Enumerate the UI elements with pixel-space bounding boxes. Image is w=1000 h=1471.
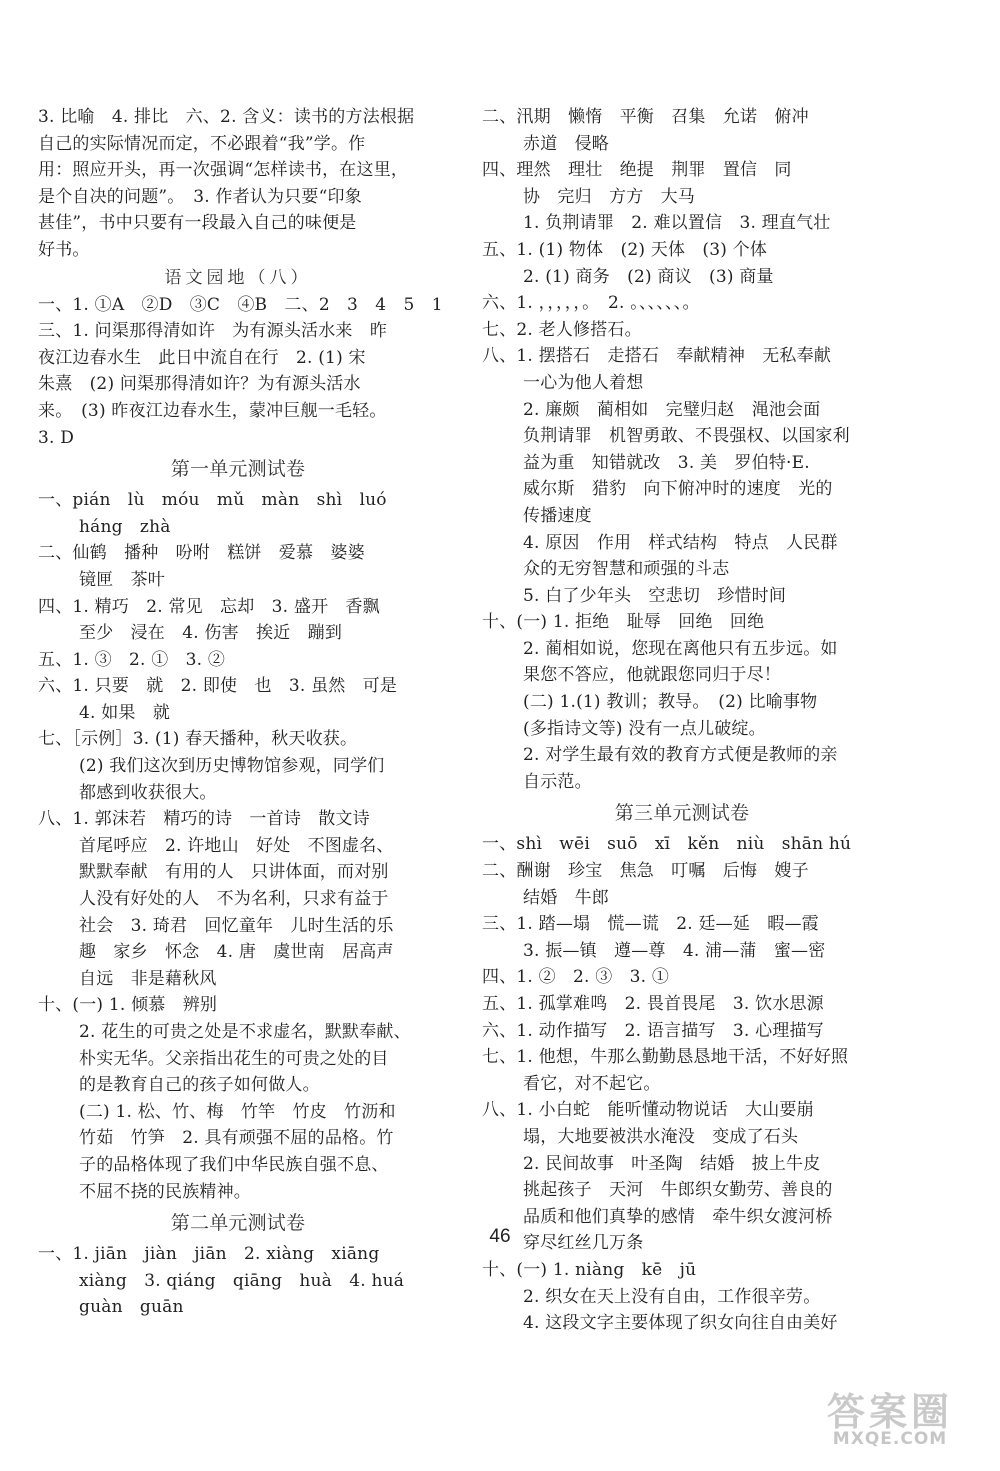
answer-line: 结婚 牛郎 [523, 887, 609, 908]
answer-line: 2. 廉颇 蔺相如 完璧归赵 渑池会面 [523, 399, 821, 420]
answer-line: 子的品格体现了我们中华民族自强不息、 [79, 1154, 389, 1175]
answer-line: 自示范。 [523, 771, 592, 792]
answer-line: 一、1. jiān jiàn jiān 2. xiàng xiāng [38, 1244, 380, 1265]
answer-line: 3. D [38, 427, 75, 448]
answer-line: 八、1. 摆搭石 走搭石 奉献精神 无私奉献 [482, 346, 832, 367]
answer-line: 自己的实际情况而定，不必跟着“我”学。作 [38, 133, 366, 154]
answer-line: 竹茹 竹笋 2. 具有顽强不屈的品格。竹 [79, 1128, 394, 1149]
answer-line: 塌，大地要被洪水淹没 变成了石头 [523, 1126, 799, 1147]
answer-line: 3. 比喻 4. 排比 六、2. 含义：读书的方法根据 [38, 107, 415, 127]
answer-line: 来。 (3) 昨夜江边春水生，蒙冲巨舰一毛轻。 [38, 400, 387, 421]
answer-line: 七、2. 老人修搭石。 [482, 319, 642, 340]
answer-line: 甚佳”，书中只要有一段最入自己的味便是 [38, 213, 357, 234]
answer-line: 协 完归 方方 大马 [523, 186, 695, 207]
answer-line: 夜江边春水生 此日中流自在行 2. (1) 宋 [38, 347, 366, 368]
answer-line: 七、［示例］3. (1) 春天播种，秋天收获。 [38, 729, 358, 750]
answer-line: 1. 负荆请罪 2. 难以置信 3. 理直气壮 [523, 213, 831, 234]
answer-line: 都感到收获很大。 [79, 782, 217, 803]
answer-line: 2. 蔺相如说，您现在离他只有五步远。如 [523, 638, 838, 659]
answer-line: 品质和他们真挚的感情 牵牛织女渡河桥 [523, 1206, 833, 1227]
watermark [800, 1381, 980, 1453]
answer-line: 传播速度 [523, 505, 592, 526]
answer-line: 六、1. ，，，，，。 2. 。、、、、、。 [482, 293, 700, 314]
answer-line: 2. 对学生最有效的教育方式便是教师的亲 [523, 745, 838, 766]
answer-line: 首尾呼应 2. 许地山 好处 不图虚名、 [79, 835, 394, 856]
answer-line: guàn guān [79, 1297, 184, 1318]
answer-line: 一、1. ①A ②D ③C ④B 二、2 3 4 5 1 [38, 294, 443, 315]
answer-line: 默默奉献 有用的人 只讲体面，而对别 [79, 862, 389, 883]
answer-line: 四、1. ② 2. ③ 3. ① [482, 967, 670, 988]
section-heading: 第二单元测试卷 [170, 1212, 306, 1235]
answer-line: 威尔斯 猎豹 向下俯冲时的速度 光的 [523, 479, 833, 500]
answer-line: 镜匣 茶叶 [79, 569, 165, 590]
answer-line: 2. 花生的可贵之处是不求虚名，默默奉献、 [79, 1022, 411, 1042]
answer-line: 人没有好处的人 不为名利，只求有益于 [79, 889, 389, 910]
answer-line: 2. 织女在天上没有自由，工作很辛劳。 [523, 1286, 821, 1307]
section-heading: 第三单元测试卷 [614, 802, 750, 825]
page-number: 46 [489, 1226, 511, 1247]
answer-line: háng zhà [79, 516, 171, 537]
answer-line: 七、1. 他想，牛那么勤勤恳恳地干活，不好好照 [482, 1047, 849, 1068]
answer-line: 3. 振—镇 遵—尊 4. 浦—蒲 蜜—密 [523, 940, 826, 961]
answer-line: 二、仙鹤 播种 吩咐 糕饼 爱慕 婆婆 [38, 543, 365, 564]
answer-line: 朱熹 (2) 问渠那得清如许？为有源头活水 [38, 374, 361, 395]
answer-line: 八、1. 郭沫若 精巧的诗 一首诗 散文诗 [38, 809, 370, 830]
answer-line: 八、1. 小白蛇 能听懂动物说话 大山要崩 [482, 1100, 814, 1121]
answer-line: 三、1. 踏—塌 慌—谎 2. 廷—延 暇—霞 [482, 914, 819, 935]
answer-line: 4. 这段文字主要体现了织女向往自由美好 [523, 1313, 838, 1334]
answer-line: 看它，对不起它。 [523, 1073, 661, 1094]
answer-line: 二、汛期 懒惰 平衡 召集 允诺 俯冲 [482, 107, 809, 127]
answer-line: 用：照应开头，再一次强调“怎样读书，在这里， [38, 160, 409, 181]
answer-line: (2) 我们这次到历史博物馆参观，同学们 [79, 756, 385, 777]
answer-line: 益为重 知错就改 3. 美 罗伯特·E. [523, 452, 810, 473]
answer-line: 果您不答应，他就跟您同归于尽！ [523, 665, 781, 686]
answer-line: 四、1. 精巧 2. 常见 忘却 3. 盛开 香飘 [38, 596, 380, 617]
answer-line: 十、(一) 1. niàng kē jū [482, 1259, 697, 1280]
section-heading: 语文园地（八） [164, 267, 312, 288]
answer-line: 好书。 [38, 239, 90, 260]
answer-line: 五、1. (1) 物体 (2) 天体 (3) 个体 [482, 239, 768, 260]
answer-line: 是个自决的问题”。 3. 作者认为只要“印象 [38, 186, 362, 207]
answer-line: 不屈不挠的民族精神。 [79, 1181, 251, 1202]
answer-line: 赤道 侵略 [523, 133, 609, 154]
answer-line: 社会 3. 琦君 回忆童年 儿时生活的乐 [79, 915, 394, 936]
answer-line: 的是教育自己的孩子如何做人。 [79, 1075, 320, 1096]
right-column [482, 104, 882, 1337]
answer-line: 穿尽红丝几万条 [523, 1233, 644, 1254]
left-column [38, 104, 443, 1321]
answer-line: (二) 1. 松、竹、梅 竹竿 竹皮 竹沥和 [79, 1101, 396, 1122]
answer-line: 自远 非是藉秋风 [79, 968, 217, 989]
answer-line: 十、(一) 1. 倾慕 辨别 [38, 995, 218, 1016]
answer-line: 2. (1) 商务 (2) 商议 (3) 商量 [523, 266, 774, 287]
answer-line: 二、酬谢 珍宝 焦急 叮嘱 后悔 嫂子 [482, 861, 809, 882]
answer-line: 一、shì wēi suō xī kěn niù shān hú [482, 834, 852, 855]
answer-line: 六、1. 动作描写 2. 语言描写 3. 心理描写 [482, 1020, 824, 1041]
answer-line: 众的无穷智慧和顽强的斗志 [523, 559, 730, 580]
answer-line: xiàng 3. qiáng qiāng huà 4. huá [79, 1270, 405, 1291]
section-heading: 第一单元测试卷 [170, 458, 306, 481]
answer-line: 4. 原因 作用 样式结构 特点 人民群 [523, 532, 838, 553]
answer-line: 朴实无华。父亲指出花生的可贵之处的目 [79, 1048, 389, 1069]
answer-line: 十、(一) 1. 拒绝 耻辱 回绝 回绝 [482, 612, 765, 633]
answer-line: 趣 家乡 怀念 4. 唐 虞世南 居高声 [79, 942, 394, 963]
answer-line: 挑起孩子 天河 牛郎织女勤劳、善良的 [523, 1180, 833, 1201]
answer-line: 三、1. 问渠那得清如许 为有源头活水来 昨 [38, 321, 388, 342]
answer-line: 2. 民间故事 叶圣陶 结婚 披上牛皮 [523, 1153, 821, 1174]
answer-line: 负荆请罪 机智勇敢、不畏强权、以国家利 [523, 426, 850, 447]
answer-line: 4. 如果 就 [79, 702, 171, 723]
answer-line: (多指诗文等) 没有一点儿破绽。 [523, 718, 766, 739]
watermark-url: MXQE.COM [832, 1429, 948, 1449]
answer-line: 五、1. ③ 2. ① 3. ② [38, 649, 226, 670]
answer-line: 一、pián lù móu mǔ màn shì luó [38, 490, 387, 511]
watermark-logo: 答案圈 [826, 1390, 953, 1434]
answer-line: 至少 浸在 4. 伤害 挨近 蹦到 [79, 623, 343, 644]
answer-line: 五、1. 孤掌难鸣 2. 畏首畏尾 3. 饮水思源 [482, 994, 824, 1014]
answer-line: (二) 1.(1) 教训；教导。 (2) 比喻事物 [523, 692, 818, 713]
answer-line: 四、理然 理壮 绝提 荆罪 置信 同 [482, 160, 792, 181]
answer-line: 5. 白了少年头 空悲切 珍惜时间 [523, 585, 787, 606]
answer-line: 一心为他人着想 [523, 372, 644, 393]
answer-line: 六、1. 只要 就 2. 即使 也 3. 虽然 可是 [38, 676, 398, 697]
